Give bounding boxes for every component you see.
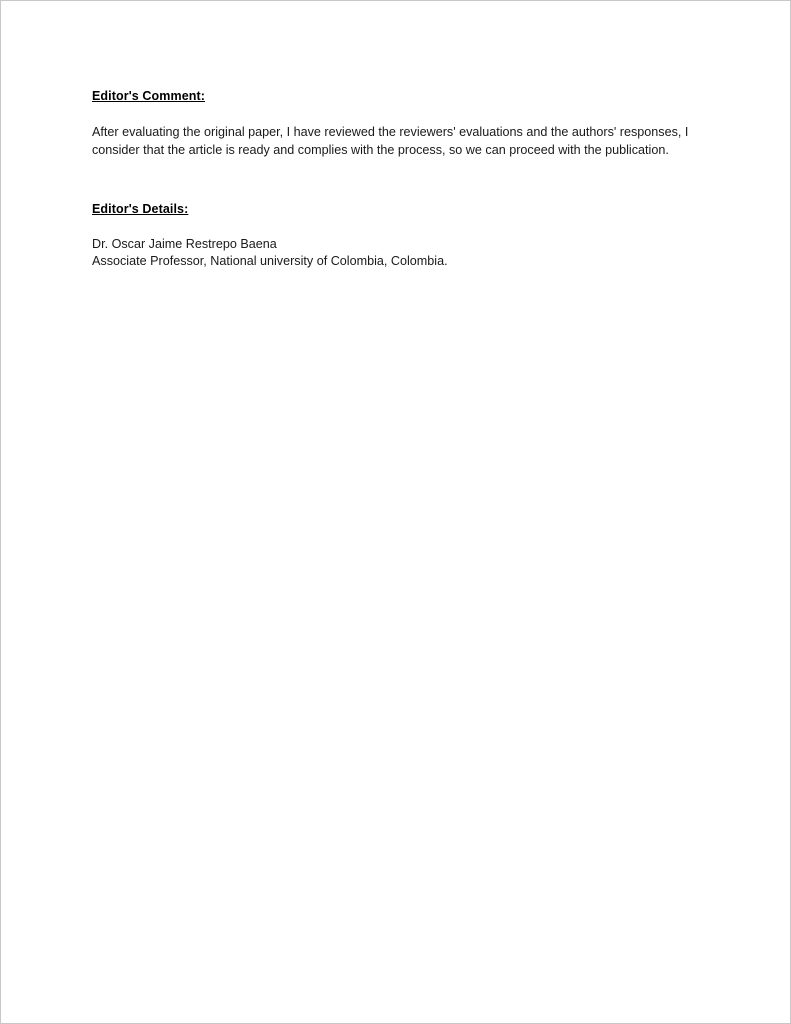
editor-affiliation: Associate Professor, National university of Colombia, Colombia. (92, 254, 448, 268)
spacer (92, 217, 696, 236)
editors-details-heading: Editor's Details: (92, 202, 189, 216)
editor-name: Dr. Oscar Jaime Restrepo Baena (92, 237, 277, 251)
document-content (92, 88, 696, 270)
spacer (92, 104, 696, 123)
spacer (92, 159, 696, 201)
editors-comment-paragraph: After evaluating the original paper, I have reviewed the reviewers' evaluations and the authors' responses, I consider that the article is ready and complies with the process, so we can proceed with the publication. (92, 125, 689, 157)
editors-comment-heading: Editor's Comment: (92, 89, 206, 103)
